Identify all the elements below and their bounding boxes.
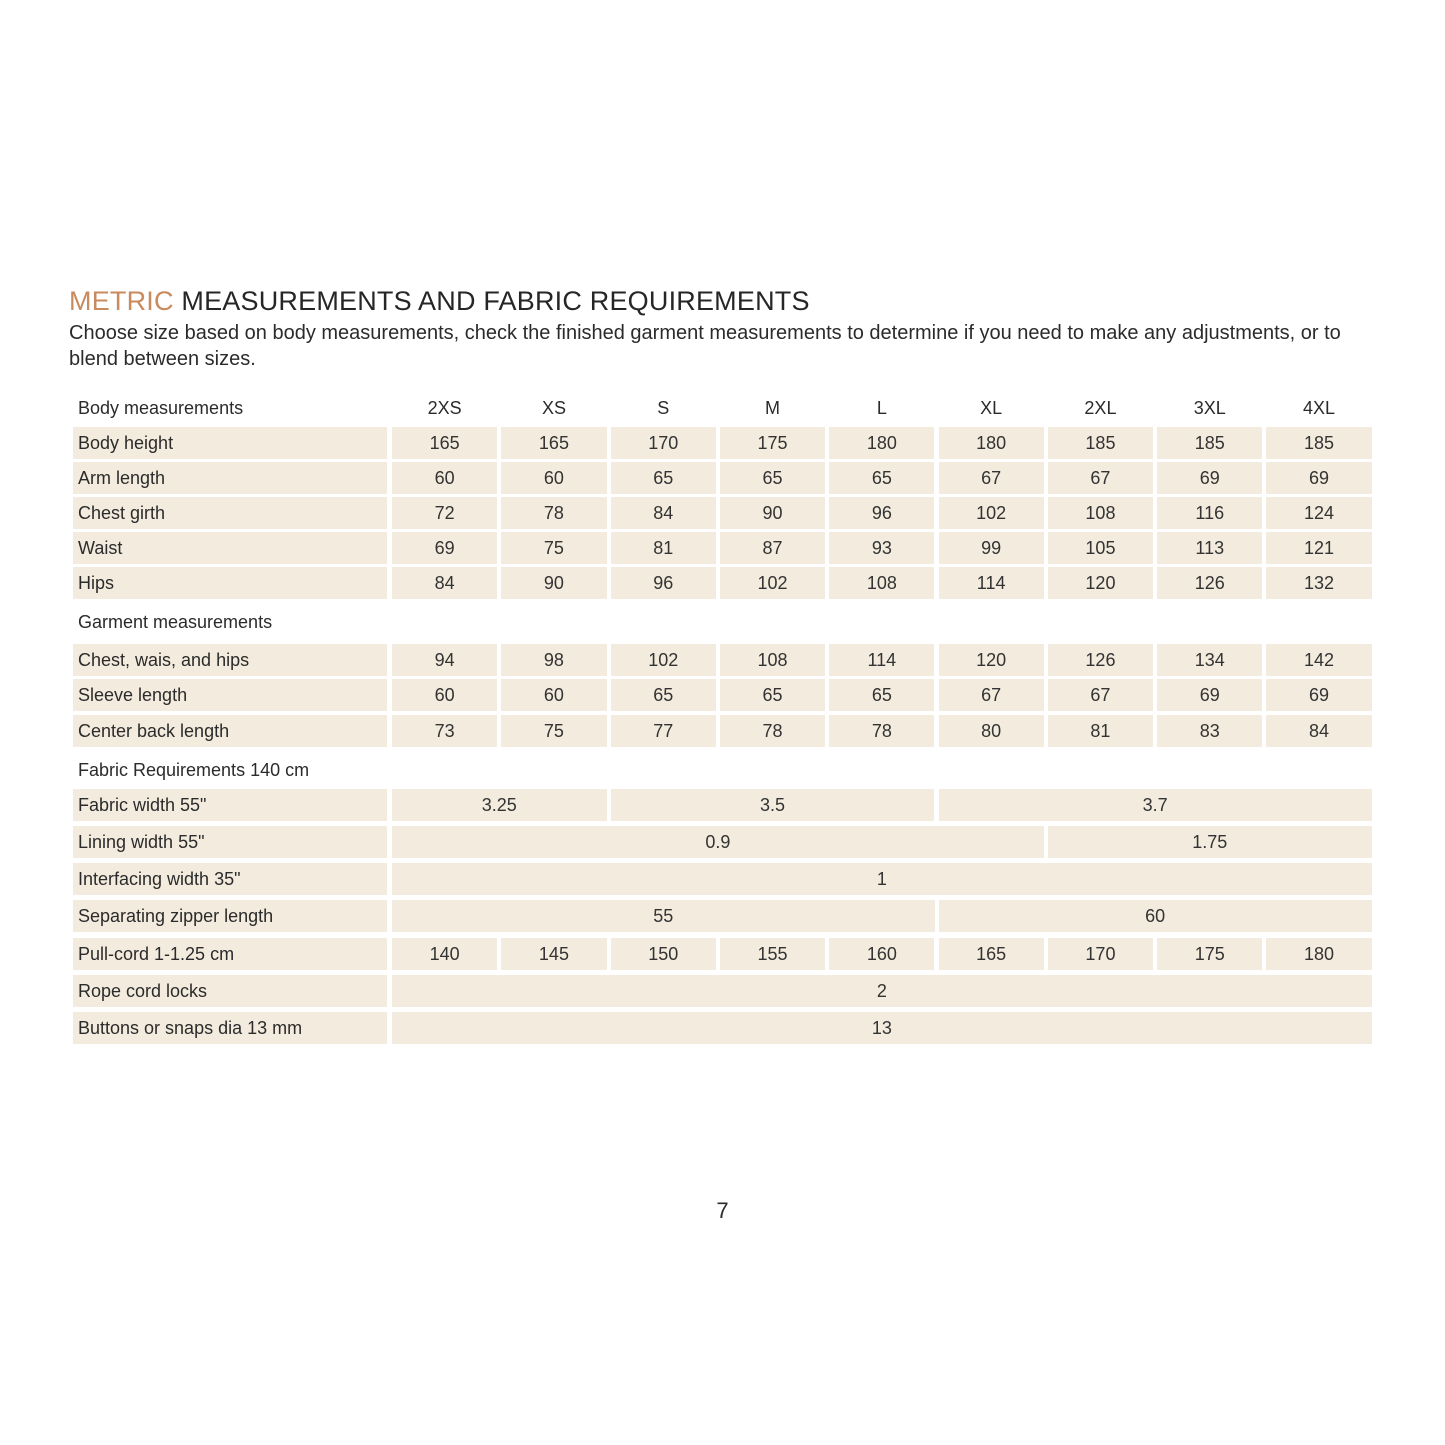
table-cell: 83 — [1157, 715, 1262, 747]
row-label: Chest, wais, and hips — [73, 644, 387, 676]
table-cell: 65 — [720, 462, 825, 494]
table-cell: 65 — [720, 679, 825, 711]
table-cell: 108 — [720, 644, 825, 676]
row-label: Lining width 55" — [73, 826, 387, 858]
row-label: Separating zipper length — [73, 900, 387, 932]
table-cell: 90 — [501, 567, 606, 599]
table-cell: 126 — [1157, 567, 1262, 599]
table-cell: 102 — [939, 497, 1044, 529]
table-cell: 77 — [611, 715, 716, 747]
table-cell: 60 — [501, 462, 606, 494]
size-header: 4XL — [1303, 397, 1336, 418]
table-cell: 13 — [392, 1012, 1372, 1044]
row-label: Interfacing width 35" — [73, 863, 387, 895]
table-cell: 185 — [1048, 427, 1153, 459]
table-cell: 69 — [1266, 462, 1371, 494]
table-cell: 180 — [1266, 938, 1371, 970]
row-label: Body height — [73, 427, 387, 459]
table-cell: 98 — [501, 644, 606, 676]
table-cell: 150 — [611, 938, 716, 970]
table-cell: 72 — [392, 497, 497, 529]
table-cell: 67 — [939, 462, 1044, 494]
table-cell: 102 — [611, 644, 716, 676]
page-subtitle: Choose size based on body measurements, check the finished garment measurements to determine if you need to make any adjustments, or to blend between sizes. — [69, 322, 1341, 370]
table-cell: 160 — [829, 938, 934, 970]
row-label: Center back length — [73, 715, 387, 747]
table-cell: 65 — [611, 462, 716, 494]
table-cell: 80 — [939, 715, 1044, 747]
section-heading: Fabric Requirements 140 cm — [78, 759, 310, 780]
table-cell: 105 — [1048, 532, 1153, 564]
table-cell: 185 — [1157, 427, 1262, 459]
table-cell: 75 — [501, 532, 606, 564]
title-accent: METRIC — [69, 286, 174, 316]
table-cell: 65 — [829, 462, 934, 494]
table-cell: 108 — [1048, 497, 1153, 529]
page-number: 7 — [716, 1198, 729, 1223]
table-cell: 67 — [1048, 462, 1153, 494]
table-cell: 175 — [1157, 938, 1262, 970]
table-cell: 170 — [611, 427, 716, 459]
table-cell: 102 — [720, 567, 825, 599]
table-cell: 165 — [501, 427, 606, 459]
row-label: Arm length — [73, 462, 387, 494]
table-cell: 0.9 — [392, 826, 1044, 858]
table-cell: 2 — [392, 975, 1372, 1007]
table-cell: 84 — [1266, 715, 1371, 747]
row-label: Fabric width 55" — [73, 789, 387, 821]
table-cell: 65 — [829, 679, 934, 711]
row-label: Waist — [73, 532, 387, 564]
size-header: XL — [980, 397, 1003, 418]
table-cell: 73 — [392, 715, 497, 747]
table-cell: 175 — [720, 427, 825, 459]
table-cell: 155 — [720, 938, 825, 970]
table-cell: 60 — [939, 900, 1372, 932]
table-cell: 96 — [611, 567, 716, 599]
table-cell: 142 — [1266, 644, 1371, 676]
table-cell: 65 — [611, 679, 716, 711]
table-cell: 180 — [939, 427, 1044, 459]
size-header: L — [876, 397, 887, 418]
table-cell: 124 — [1266, 497, 1371, 529]
size-header: S — [657, 397, 670, 418]
table-cell: 165 — [939, 938, 1044, 970]
table-cell: 69 — [392, 532, 497, 564]
table-cell: 120 — [939, 644, 1044, 676]
table-cell: 84 — [392, 567, 497, 599]
table-cell: 94 — [392, 644, 497, 676]
table-cell: 67 — [939, 679, 1044, 711]
size-header: XS — [541, 397, 566, 418]
table-cell: 96 — [829, 497, 934, 529]
row-label: Hips — [73, 567, 387, 599]
size-header: 2XL — [1084, 397, 1117, 418]
table-cell: 185 — [1266, 427, 1371, 459]
size-header: 2XS — [427, 397, 462, 418]
row-label: Buttons or snaps dia 13 mm — [73, 1012, 387, 1044]
table-cell: 132 — [1266, 567, 1371, 599]
table-cell: 3.25 — [392, 789, 607, 821]
row-label: Chest girth — [73, 497, 387, 529]
table-cell: 99 — [939, 532, 1044, 564]
table-cell: 126 — [1048, 644, 1153, 676]
table-cell: 180 — [829, 427, 934, 459]
table-cell: 93 — [829, 532, 934, 564]
table-cell: 121 — [1266, 532, 1371, 564]
table-cell: 84 — [611, 497, 716, 529]
row-label: Sleeve length — [73, 679, 387, 711]
table-cell: 114 — [829, 644, 934, 676]
table-cell: 165 — [392, 427, 497, 459]
table-cell: 81 — [611, 532, 716, 564]
table-cell: 60 — [501, 679, 606, 711]
row-label: Pull-cord 1-1.25 cm — [73, 938, 387, 970]
table-cell: 69 — [1266, 679, 1371, 711]
section-heading: Garment measurements — [78, 611, 273, 632]
table-cell: 113 — [1157, 532, 1262, 564]
table-cell: 1 — [392, 863, 1372, 895]
table-cell: 78 — [720, 715, 825, 747]
table-cell: 1.75 — [1048, 826, 1372, 858]
title-rest: MEASUREMENTS AND FABRIC REQUIREMENTS — [181, 286, 810, 316]
section-heading: Body measurements — [78, 397, 244, 418]
table-cell: 78 — [829, 715, 934, 747]
table-cell: 114 — [939, 567, 1044, 599]
table-cell: 60 — [392, 462, 497, 494]
table-cell: 170 — [1048, 938, 1153, 970]
table-cell: 75 — [501, 715, 606, 747]
table-cell: 55 — [392, 900, 935, 932]
size-header: M — [765, 397, 781, 418]
table-cell: 60 — [392, 679, 497, 711]
size-header: 3XL — [1193, 397, 1226, 418]
table-cell: 69 — [1157, 679, 1262, 711]
table-cell: 116 — [1157, 497, 1262, 529]
table-cell: 3.7 — [939, 789, 1372, 821]
table-cell: 120 — [1048, 567, 1153, 599]
table-cell: 67 — [1048, 679, 1153, 711]
table-cell: 3.5 — [611, 789, 935, 821]
table-cell: 134 — [1157, 644, 1262, 676]
table-cell: 90 — [720, 497, 825, 529]
table-cell: 145 — [501, 938, 606, 970]
table-cell: 81 — [1048, 715, 1153, 747]
table-cell: 140 — [392, 938, 497, 970]
table-cell: 87 — [720, 532, 825, 564]
table-cell: 69 — [1157, 462, 1262, 494]
row-label: Rope cord locks — [73, 975, 387, 1007]
table-cell: 78 — [501, 497, 606, 529]
table-cell: 108 — [829, 567, 934, 599]
